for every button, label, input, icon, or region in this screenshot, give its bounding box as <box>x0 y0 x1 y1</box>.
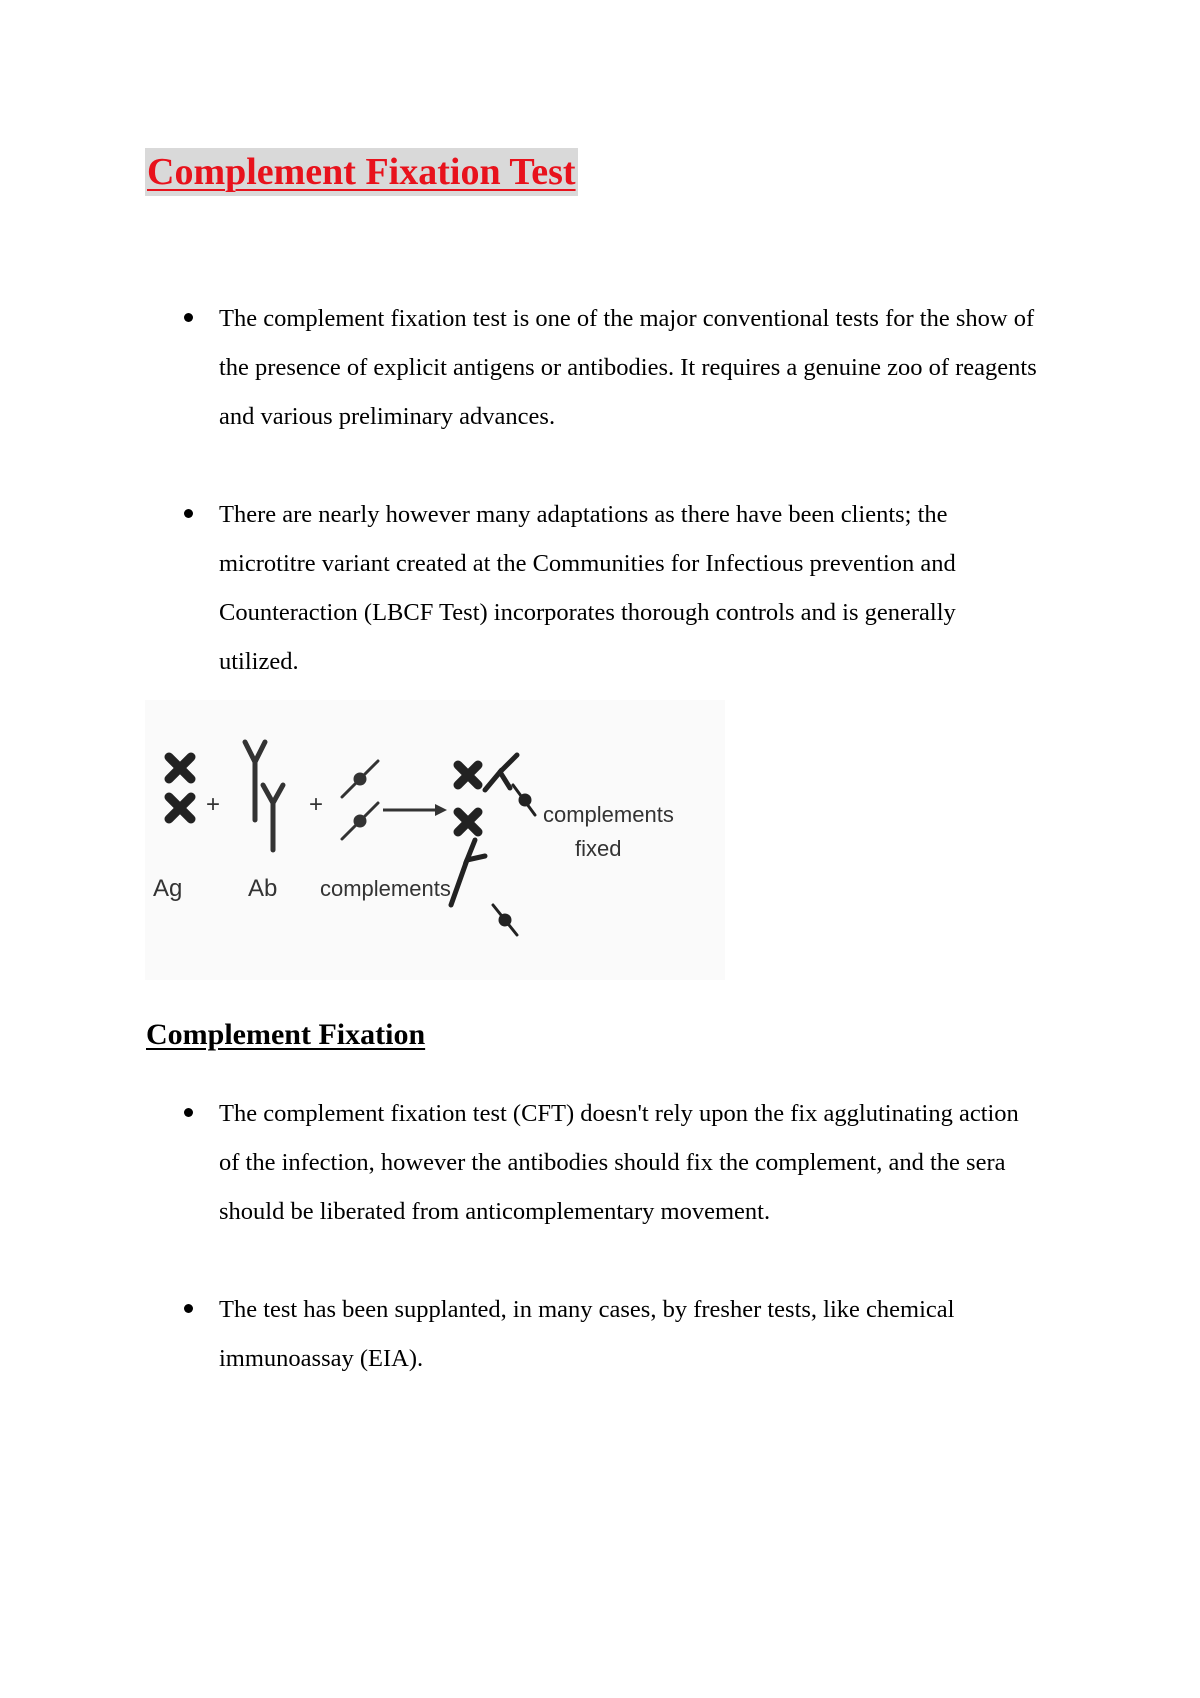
plus-sign: + <box>206 791 221 818</box>
complement-fixation-diagram <box>145 700 725 980</box>
section1-bullet-list <box>0 294 1039 735</box>
list-item: The complement fixation test (CFT) doesn't rely upon the fix agglutinating action of the infection, however the antibodies should fix the complement, and the sera should be liberated from anticomplementary movement. <box>0 1089 1039 1236</box>
antibody-label: Ab <box>248 875 278 902</box>
complements-label: complements <box>320 876 451 901</box>
list-item: The complement fixation test is one of the major conventional tests for the show of the presence of explicit antigens or antibodies. It requires a genuine zoo of reagents and various preliminary advances. <box>0 294 1039 441</box>
page-title: Complement Fixation Test <box>145 148 578 196</box>
section2-bullet-list <box>0 1089 1039 1432</box>
antigen-label: Ag <box>153 875 183 902</box>
section-heading: Complement Fixation <box>146 1018 426 1051</box>
complements-fixed-label: complements <box>543 802 674 827</box>
complements-fixed-label: fixed <box>575 836 622 861</box>
plus-sign: + <box>309 791 324 818</box>
list-item: There are nearly however many adaptations as there have been clients; the microtitre variant created at the Communities for Infectious prevention and Counteraction (LBCF Test) incorporates thorough controls and is generally utilized. <box>0 490 1039 686</box>
list-item: The test has been supplanted, in many cases, by fresher tests, like chemical immunoassay (EIA). <box>0 1285 1039 1383</box>
